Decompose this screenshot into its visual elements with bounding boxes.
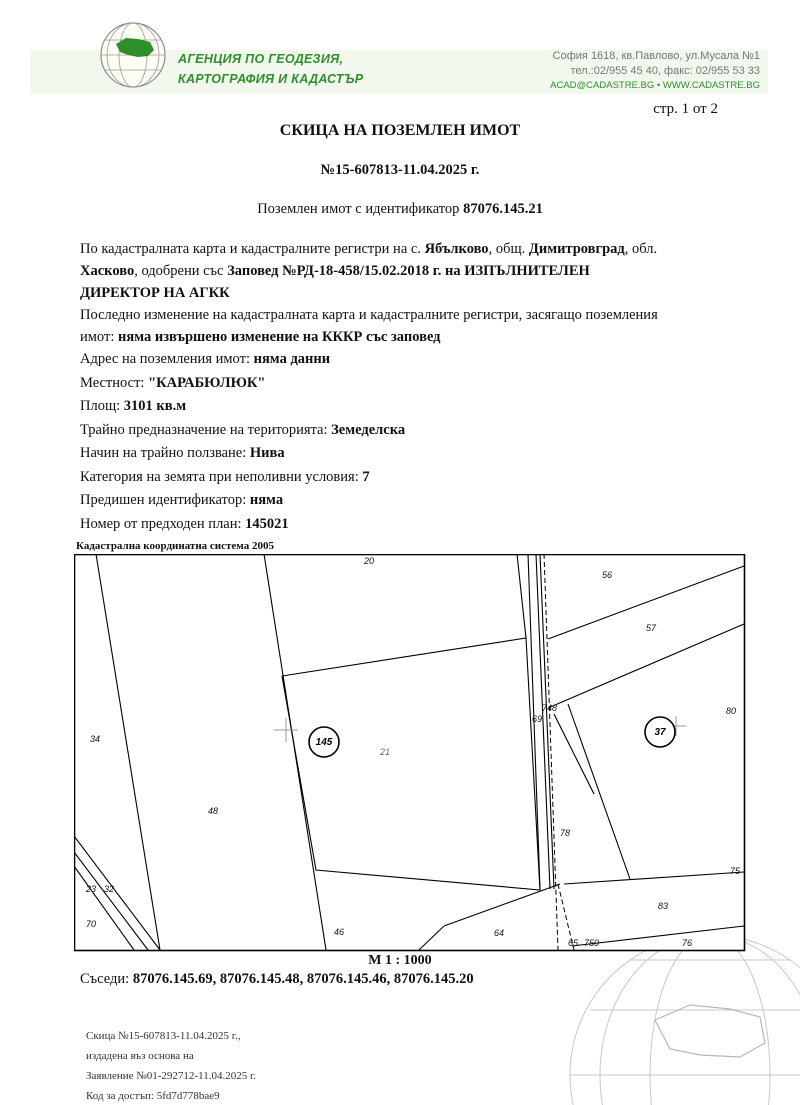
map-label-69: 69 <box>532 714 543 724</box>
map-label-46: 46 <box>334 927 345 937</box>
map-label-21: 21 <box>380 747 391 757</box>
intro-text: , одобрени със <box>134 263 228 279</box>
map-label-78: 78 <box>560 828 571 838</box>
map-label-76: 76 <box>682 938 693 948</box>
agency-address: София 1618, кв.Павлово, ул.Мусала №1 <box>552 50 760 62</box>
approval-order-authority: ДИРЕКТОР НА АГКК <box>80 285 230 301</box>
field-row: Местност: "КАРАБЮЛЮК" <box>80 374 266 391</box>
agency-name-line1: АГЕНЦИЯ ПО ГЕОДЕЗИЯ, <box>178 52 344 66</box>
footer-access-code: Код за достъп: 5fd7d778bae9 <box>86 1090 220 1102</box>
map-label-748: 748 <box>542 703 558 713</box>
field-row: Категория на земята при неполивни условия: 7 <box>80 468 370 485</box>
watermark-globe-icon <box>560 925 800 1105</box>
map-label-64: 64 <box>494 928 505 938</box>
approval-order: Заповед №РД-18-458/15.02.2018 г. на ИЗПЪЛНИТЕЛЕН <box>227 263 590 279</box>
map-label-48: 48 <box>208 806 219 816</box>
document-title: СКИЦА НА ПОЗЕМЛЕН ИМОТ <box>279 122 521 139</box>
last-change-label: Последно изменение на кадастралната карта и кадастралните регистри, засягащо поземления <box>80 307 658 323</box>
agency-name-line2: КАРТОГРАФИЯ И КАДАСТЪР <box>178 72 364 86</box>
footer-issued-basis: издадена въз основа на <box>86 1050 194 1062</box>
village-name: Ябълково <box>424 241 489 257</box>
intro-text: , общ. <box>488 241 529 257</box>
footer-application-number: Заявление №01-292712-11.04.2025 г. <box>86 1070 256 1082</box>
field-row: Начин на трайно ползване: Нива <box>80 445 285 461</box>
agency-logo-globe-icon <box>98 20 168 90</box>
map-label-70: 70 <box>86 919 97 929</box>
map-label-80: 80 <box>726 706 737 716</box>
region-name: Хасково <box>80 263 135 279</box>
neighbours-value: 87076.145.69, 87076.145.48, 87076.145.46, 87076.145.20 <box>132 971 474 987</box>
agency-phone: тел.:02/955 45 40, факс: 02/955 53 33 <box>570 65 760 77</box>
map-label-34: 34 <box>90 734 101 744</box>
map-label-32: 32 <box>104 884 115 894</box>
map-coordinate-system-caption: Кадастрална координатна система 2005 <box>76 540 274 552</box>
map-scale: М 1 : 1000 <box>368 953 432 968</box>
parcel-145-label: 145 <box>315 737 333 748</box>
intro-text: По кадастралната карта и кадастралните регистри на с. <box>80 241 425 257</box>
property-fields <box>80 348 740 536</box>
parcel-identifier-line <box>0 201 800 218</box>
field-row: Адрес на поземления имот: няма данни <box>80 351 331 367</box>
map-label-57: 57 <box>646 623 657 633</box>
map-label-56: 56 <box>602 570 613 580</box>
municipality-name: Димитровград <box>528 241 625 257</box>
page-number: стр. 1 от 2 <box>653 101 718 117</box>
parcel-prefix: Поземлен имот с идентификатор <box>257 201 464 217</box>
neighbours-line <box>80 971 474 988</box>
map-label-23: 23 <box>86 884 97 894</box>
intro-text: , обл. <box>624 241 658 257</box>
intro-paragraph <box>80 238 740 304</box>
field-row: Номер от предходен план: 145021 <box>80 515 289 532</box>
map-label-65: 65 <box>568 938 579 948</box>
parcel-id: 87076.145.21 <box>463 201 543 217</box>
map-label-75: 75 <box>730 866 741 876</box>
last-change-label: имот: <box>80 329 118 345</box>
last-change-value: няма извършено изменение на КККР със заповед <box>118 329 441 345</box>
field-row: Предишен идентификатор: няма <box>80 492 284 508</box>
agency-email-web: ACAD@CADASTRE.BG • WWW.CADASTRE.BG <box>550 80 760 91</box>
parcel-37-label: 37 <box>654 727 666 738</box>
map-label-83: 83 <box>658 901 669 911</box>
field-row: Площ: 3101 кв.м <box>80 398 187 414</box>
neighbours-label: Съседи: <box>80 971 133 987</box>
last-change-paragraph <box>80 304 740 348</box>
footer-sketch-number: Скица №15-607813-11.04.2025 г., <box>86 1030 241 1042</box>
map-label-20: 20 <box>364 556 375 566</box>
field-row: Трайно предназначение на територията: Земеделска <box>80 421 406 438</box>
cadastral-map <box>74 554 746 952</box>
map-label-750: 750 <box>584 938 600 948</box>
document-number: №15-607813-11.04.2025 г. <box>320 162 480 178</box>
